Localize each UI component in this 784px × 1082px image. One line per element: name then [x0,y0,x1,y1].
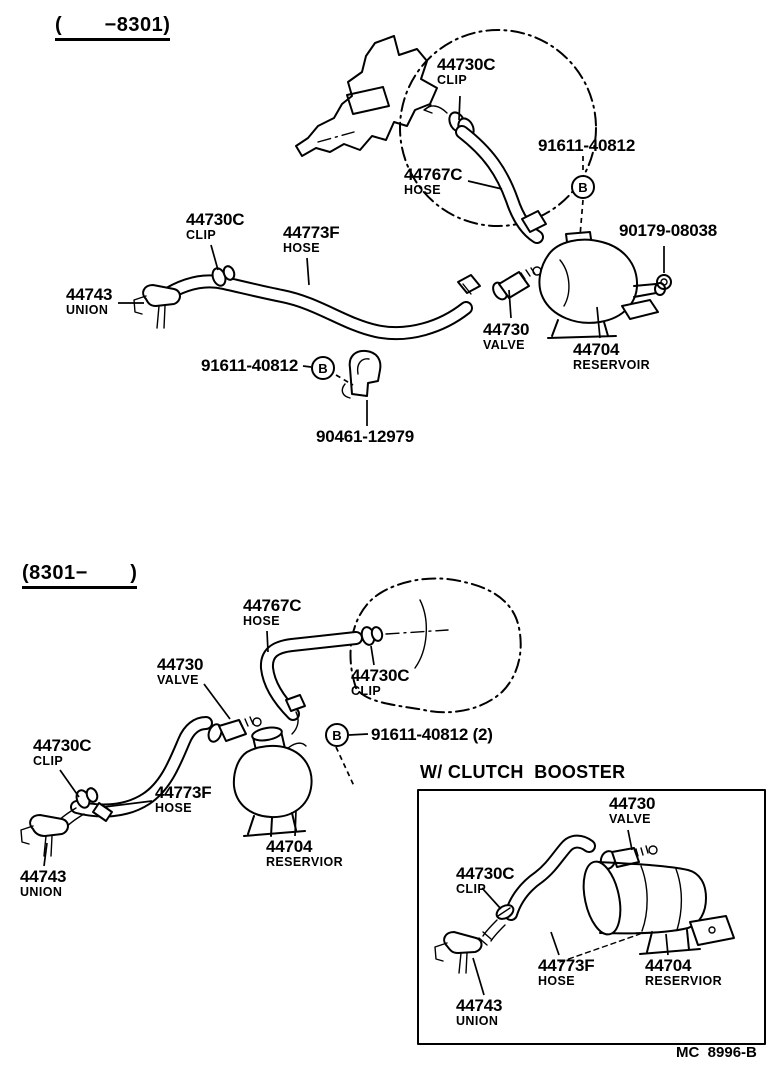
part-number: 44773F [155,783,212,802]
part-number: 90461-12979 [316,427,415,446]
part-label-valve-bottom [157,656,203,687]
part-number: 44730C [456,864,515,883]
part-number: 44767C [243,596,302,615]
part-label-reservoir-bottom [266,838,343,869]
bolt-symbol-letter: B [578,180,588,195]
reservoir-drawing-bottom [234,725,312,836]
clamp-drawing-top [458,275,480,294]
part-number: 44730C [33,736,92,755]
part-caption: HOSE [243,614,281,629]
part-label-reservoir-box [645,957,722,988]
part-number: 44743 [20,867,67,886]
part-caption: VALVE [609,812,651,827]
part-number: 44743 [456,996,503,1015]
part-caption: UNION [20,885,63,900]
part-caption: HOSE [538,974,576,989]
part-number: 91611-40812 (2) [371,725,493,744]
part-caption: CLIP [33,754,64,769]
section-header-before-8301: ( −8301) [55,14,170,41]
part-label-union-box [456,997,502,1028]
part-number: 44704 [645,956,692,975]
part-label-hose-44767c-bottom [243,597,301,628]
part-label-union-bottom [20,868,66,899]
part-caption: RESERVIOR [266,855,344,870]
part-number: 44704 [573,340,620,359]
union-drawing-top [134,285,180,328]
reservoir-drawing-top [539,232,665,338]
part-label-clip-box [456,865,514,896]
part-caption: HOSE [283,241,321,256]
bolt-marker-b-top [572,176,594,198]
bolt-marker-b-mid [312,357,334,379]
part-label-clip-bottom-left [33,737,91,768]
part-caption: UNION [456,1014,499,1029]
part-caption: HOSE [155,801,193,816]
part-number: 44730 [157,655,204,674]
part-label-hose-44767c-top [404,166,462,197]
bolt-symbol-letter: B [332,728,342,743]
part-number: 90179-08038 [619,221,718,240]
figure-code: MC 8996-B [676,1044,757,1061]
engine-outline-top [296,36,437,156]
hose-44773f-drawing-box [511,842,589,914]
part-label-reservoir-top [573,341,650,372]
part-label-bolt-mid [201,357,298,375]
part-label-clip-bottom-upper [351,667,409,698]
clutch-booster-box-title: W/ CLUTCH BOOSTER [420,762,626,782]
part-caption: RESERVOIR [573,358,651,373]
part-caption: CLIP [456,882,487,897]
part-label-bracket-90461 [316,428,414,446]
part-caption: VALVE [483,338,525,353]
bolt-marker-b-bottom [326,724,348,746]
part-caption: CLIP [351,684,382,699]
part-label-hose-44773f-top [283,224,339,255]
part-label-valve-top [483,321,529,352]
part-caption: CLIP [437,73,468,88]
valve-drawing-box [599,846,657,871]
hose-44767c-drawing-top [462,132,546,237]
part-number: 44773F [283,223,340,242]
part-label-union-top [66,286,112,317]
part-label-bolt-top [538,137,635,155]
union-drawing-bottom [21,808,84,856]
part-caption: VALVE [157,673,199,688]
part-label-nut-90179 [619,222,717,240]
part-label-hose-box [538,957,594,988]
bolt-symbol-letter: B [318,361,328,376]
leader-lines-bottom [44,631,374,866]
reservoir-drawing-box [560,858,734,962]
part-caption: UNION [66,303,109,318]
part-number: 44730C [437,55,496,74]
part-caption: RESERVIOR [645,974,723,989]
part-label-bolt-bottom [371,726,493,744]
union-drawing-box [435,920,505,973]
part-number: 44767C [404,165,463,184]
part-number: 91611-40812 [538,136,636,155]
part-number: 91611-40812 [201,356,299,375]
valve-drawing-top [490,267,541,302]
hose-44773f-drawing-top [163,281,466,333]
part-label-valve-box [609,795,655,826]
part-caption: HOSE [404,183,442,198]
part-number: 44730 [609,794,656,813]
part-number: 44730C [186,210,245,229]
bracket-90461-drawing [342,351,380,398]
part-number: 44730 [483,320,530,339]
part-number: 44743 [66,285,113,304]
part-number: 44704 [266,837,313,856]
part-number: 44773F [538,956,595,975]
section-header-from-8301: (8301− ) [22,562,137,589]
part-number: 44730C [351,666,410,685]
part-label-clip-top [437,56,495,87]
clip-drawing-bottom-top [360,626,384,646]
part-label-hose-44773f-bottom [155,784,211,815]
part-caption: CLIP [186,228,217,243]
part-label-clip-left-top [186,211,244,242]
